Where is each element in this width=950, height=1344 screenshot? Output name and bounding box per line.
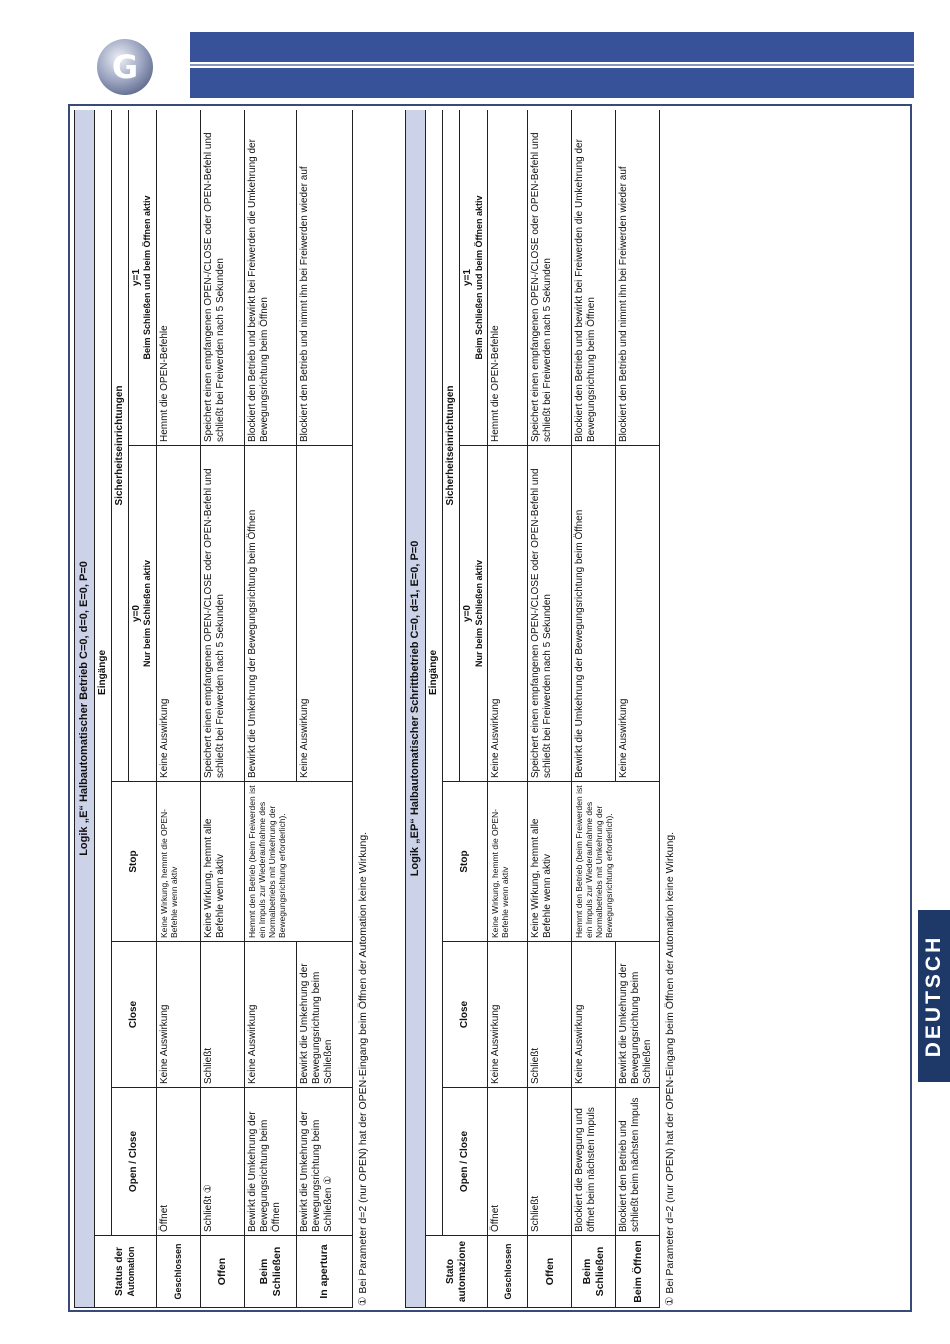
- cell-y0: Speichert einen empfangenen OPEN-/CLOSE oder OPEN-Befehl und schließt bei Freiwerden nach 5 Sekunden: [528, 446, 572, 782]
- cell-y1: Blockiert den Betrieb und bewirkt bei Freiwerden die Umkehrung der Bewegungsrichtung beim Öffnen: [245, 110, 297, 446]
- cell-open-close: Blockiert die Bewegung und öffnet beim nächsten Impuls: [572, 1088, 616, 1236]
- cell-stop: Keine Wirkung, hemmt alle Befehle wenn aktiv: [528, 782, 572, 942]
- cell-y0: Bewirkt die Umkehrung der Bewegungsrichtung beim Öffnen: [572, 446, 616, 782]
- logic-table-ep: [405, 110, 660, 1308]
- cell-y1: Hemmt die OPEN-Befehle: [157, 110, 201, 446]
- row-state: In apertura: [297, 1236, 353, 1308]
- header-bar-bottom: [190, 68, 914, 98]
- y0-header: y=0 Nur beim Schließen aktiv: [128, 446, 157, 782]
- cell-close: Bewirkt die Umkehrung der Bewegungsrichtung beim Schließen: [297, 942, 353, 1088]
- status-header: Status der Automation: [94, 1236, 156, 1308]
- open-close-header: Open / Close: [111, 1088, 156, 1236]
- cell-open-close: Bewirkt die Umkehrung der Bewegungsrichtung beim Schließen ①: [297, 1088, 353, 1236]
- cell-close: Schließt: [201, 942, 245, 1088]
- table-row: [488, 110, 528, 1308]
- cell-y1: Speichert einen empfangenen OPEN-/CLOSE oder OPEN-Befehl und schließt bei Freiwerden nach 5 Sekunden: [528, 110, 572, 446]
- table-row: [201, 110, 245, 1308]
- inputs-header: Eingänge: [94, 110, 111, 1236]
- y0-header: y=0 Nur beim Schließen aktiv: [459, 446, 488, 782]
- table-title: Logik „EP“ Halbautomatischer Schrittbetrieb C=0, d=1, E=0, P=0: [406, 110, 426, 1308]
- row-state: Geschlossen: [488, 1236, 528, 1308]
- cell-close: Keine Auswirkung: [488, 942, 528, 1088]
- row-state: Beim Schließen: [245, 1236, 297, 1308]
- inputs-header: Eingänge: [426, 110, 443, 1236]
- table-row: [528, 110, 572, 1308]
- cell-y0: Keine Auswirkung: [157, 446, 201, 782]
- table-title: Logik „E“ Halbautomatischer Betrieb C=0, d=0, E=0, P=0: [75, 110, 95, 1308]
- cell-open-close: Blockiert den Betrieb und schließt beim nächsten Impuls: [616, 1088, 660, 1236]
- cell-stop: Keine Wirkung, hemmt die OPEN-Befehle wenn aktiv: [157, 782, 201, 942]
- close-header: Close: [111, 942, 156, 1088]
- open-close-header: Open / Close: [442, 1088, 487, 1236]
- row-state: Beim Öffnen: [616, 1236, 660, 1308]
- cell-open-close: Bewirkt die Umkehrung der Bewegungsrichtung beim Öffnen: [245, 1088, 297, 1236]
- cell-y1: Hemmt die OPEN-Befehle: [488, 110, 528, 446]
- cell-close: Bewirkt die Umkehrung der Bewegungsrichtung beim Schließen: [616, 942, 660, 1088]
- cell-y1: Blockiert den Betrieb und nimmt ihn bei Freiwerden wieder auf: [297, 110, 353, 446]
- cell-open-close: Öffnet: [157, 1088, 201, 1236]
- row-state: Offen: [201, 1236, 245, 1308]
- row-state: Geschlossen: [157, 1236, 201, 1308]
- y1-header: y=1 Beim Schließen und beim Öffnen aktiv: [128, 110, 157, 446]
- cell-y0: Keine Auswirkung: [297, 446, 353, 782]
- cell-y1: Blockiert den Betrieb und nimmt ihn bei Freiwerden wieder auf: [616, 110, 660, 446]
- logo-letter: G: [111, 48, 139, 86]
- cell-close: Keine Auswirkung: [245, 942, 297, 1088]
- language-tab[interactable]: [918, 910, 950, 1082]
- language-tab-label: DEUTSCH: [922, 934, 945, 1058]
- footnote: ① Bei Parameter d=2 (nur OPEN) hat der OPEN-Eingang beim Öffnen der Automation keine Wirkung.: [664, 831, 677, 1306]
- header-divider: [190, 64, 914, 66]
- cell-y0: Keine Auswirkung: [488, 446, 528, 782]
- cell-y0: Keine Auswirkung: [616, 446, 660, 782]
- close-header: Close: [442, 942, 487, 1088]
- header-bar-top: [190, 32, 914, 62]
- table-row: [572, 110, 616, 1308]
- table-row: [157, 110, 201, 1308]
- safety-header: Sicherheitseinrichtungen: [442, 110, 459, 782]
- cell-close: Keine Auswirkung: [157, 942, 201, 1088]
- cell-close: Schließt: [528, 942, 572, 1088]
- cell-stop: Keine Wirkung, hemmt alle Befehle wenn aktiv: [201, 782, 245, 942]
- cell-open-close: Schließt: [528, 1088, 572, 1236]
- cell-y0: Bewirkt die Umkehrung der Bewegungsrichtung beim Öffnen: [245, 446, 297, 782]
- safety-header: Sicherheitseinrichtungen: [111, 110, 128, 782]
- table-row: [297, 110, 353, 1308]
- cell-stop: Keine Wirkung, hemmt die OPEN-Befehle wenn aktiv: [488, 782, 528, 942]
- logic-table-e: [74, 110, 353, 1308]
- footnote: ① Bei Parameter d=2 (nur OPEN) hat der OPEN-Eingang beim Öffnen der Automation keine Wirkung.: [357, 831, 370, 1306]
- cell-stop: Hemmt den Betrieb (beim Freiwerden ist ein Impuls zur Wiederaufnahme des Normalbetriebs mit Umkehrung der Bewegungsrichtung erforderlich).: [572, 782, 660, 942]
- cell-open-close: Öffnet: [488, 1088, 528, 1236]
- cell-stop: Hemmt den Betrieb (beim Freiwerden ist ein Impuls zur Wiederaufnahme des Normalbetriebs mit Umkehrung der Bewegungsrichtung erforderlich).: [245, 782, 353, 942]
- cell-y1: Blockiert den Betrieb und bewirkt bei Freiwerden die Umkehrung der Bewegungsrichtung beim Öffnen: [572, 110, 616, 446]
- row-state: Beim Schließen: [572, 1236, 616, 1308]
- cell-close: Keine Auswirkung: [572, 942, 616, 1088]
- cell-y1: Speichert einen empfangenen OPEN-/CLOSE oder OPEN-Befehl und schließt bei Freiwerden nach 5 Sekunden: [201, 110, 245, 446]
- stop-header: Stop: [111, 782, 156, 942]
- rotated-content: [74, 110, 694, 1308]
- stop-header: Stop: [442, 782, 487, 942]
- company-logo: [96, 38, 154, 96]
- table-row: [245, 110, 297, 1308]
- cell-y0: Speichert einen empfangenen OPEN-/CLOSE oder OPEN-Befehl und schließt bei Freiwerden nach 5 Sekunden: [201, 446, 245, 782]
- row-state: Offen: [528, 1236, 572, 1308]
- y1-header: y=1 Beim Schließen und beim Öffnen aktiv: [459, 110, 488, 446]
- status-header: Stato automazione: [426, 1236, 488, 1308]
- table-row: [616, 110, 660, 1308]
- cell-open-close: Schließt ①: [201, 1088, 245, 1236]
